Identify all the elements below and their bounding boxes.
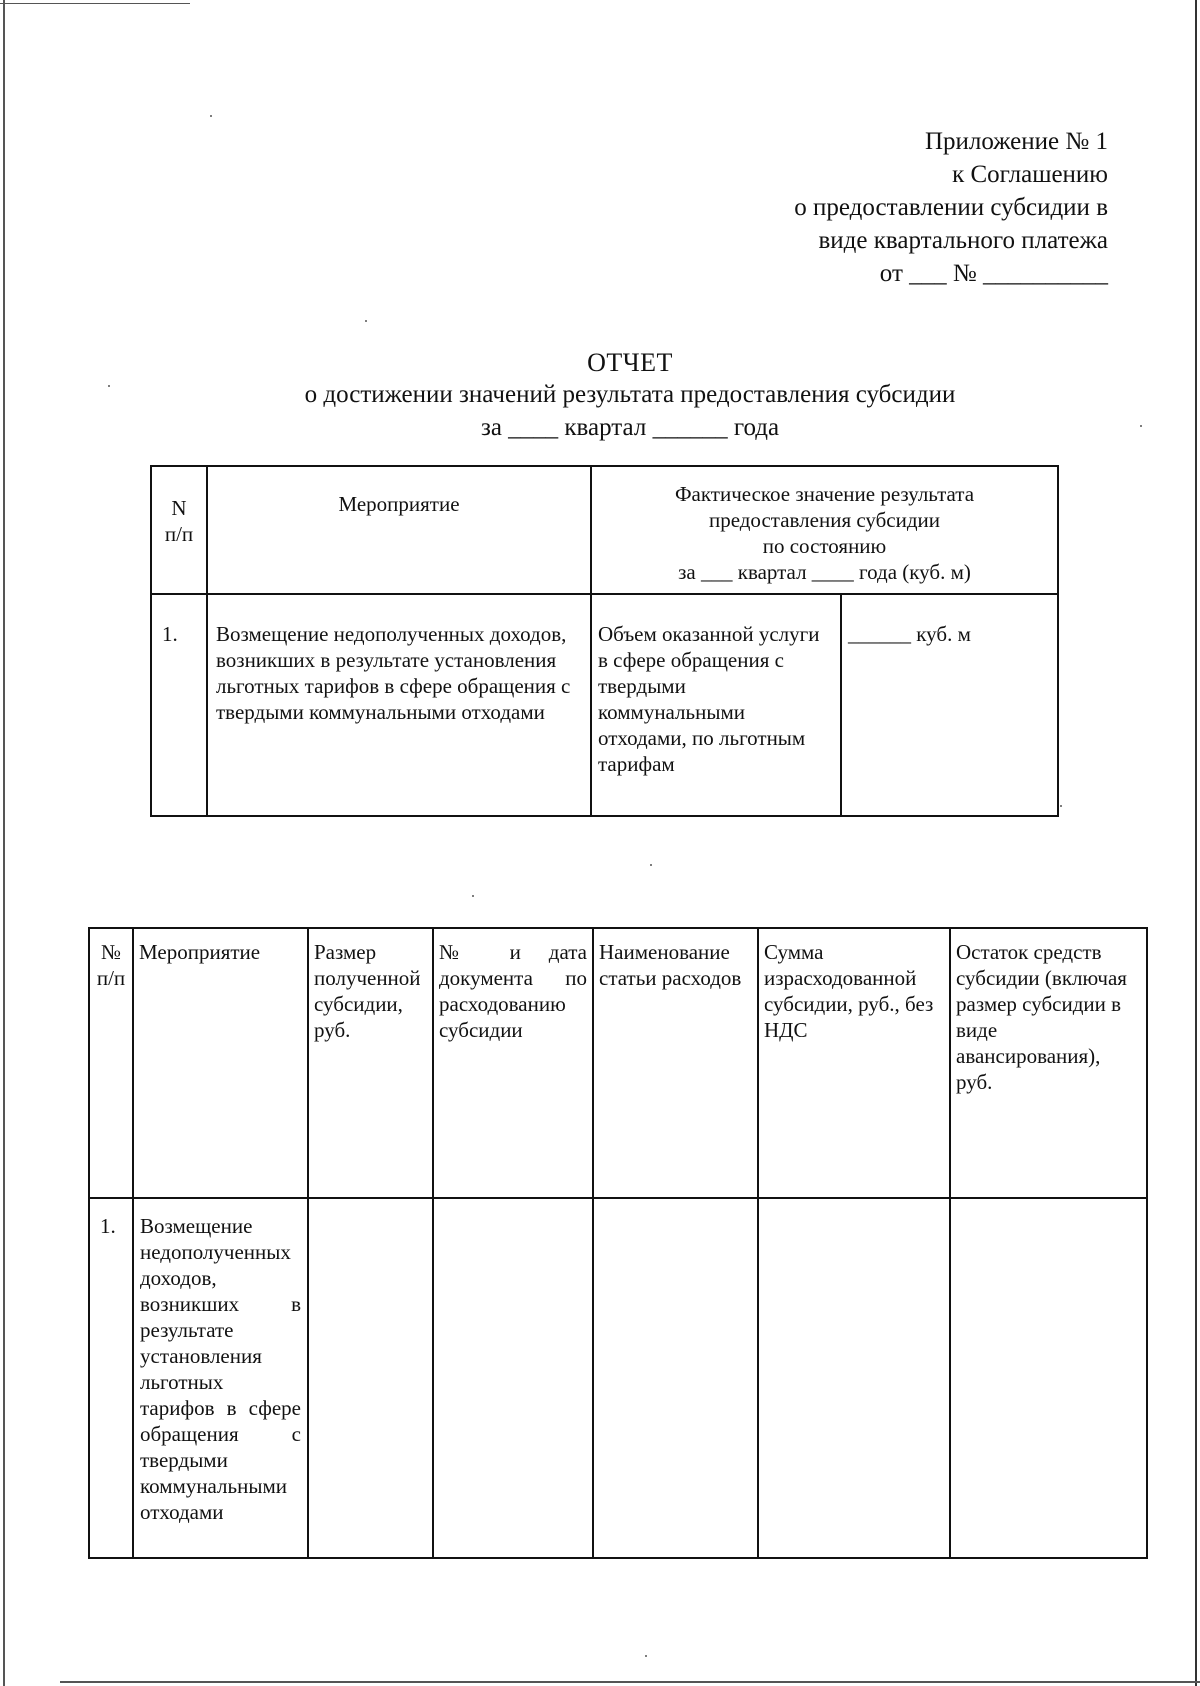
report-subtitle-block (0, 378, 1200, 444)
scan-speck (1060, 805, 1062, 807)
spending-header-num: № п/п (89, 928, 133, 1198)
spending-row-item (593, 1198, 758, 1558)
spending-header-sum: Сумма израсходованной субсидии, руб., без НДС (758, 928, 950, 1198)
scan-speck (108, 385, 110, 387)
spending-header-item: Наименование статьи расходов (593, 928, 758, 1198)
results-table-row (151, 594, 1058, 816)
scan-speck (210, 115, 212, 117)
report-subtitle: о достижении значений результата предоставления субсидии (304, 381, 956, 408)
report-title: ОТЧЕТ (587, 348, 673, 377)
appendix-line-1: Приложение № 1 (924, 128, 1108, 155)
scan-edge-bottom (60, 1681, 1200, 1683)
spending-row-event: Возмещение недополученных доходов, возникших в результате установления льготных тарифов в сфере обращения с твердыми коммунальными отходами (133, 1198, 308, 1558)
spending-row-doc (433, 1198, 593, 1558)
results-table (150, 465, 1059, 817)
scan-edge-right (1195, 0, 1197, 1686)
appendix-line-5: от ___ № __________ (879, 260, 1108, 287)
scan-edge-top (0, 3, 190, 4)
scan-speck (472, 895, 474, 897)
spending-table-row (89, 1198, 1147, 1558)
appendix-line-3: о предоставлении субсидии в (794, 194, 1108, 221)
results-table-header (151, 466, 1058, 594)
results-row-unit: ______ куб. м (841, 594, 1058, 816)
spending-header-size: Размер полученной субсидии, руб. (308, 928, 433, 1198)
scan-speck (650, 864, 652, 866)
appendix-line-2: к Соглашению (952, 161, 1108, 188)
spending-row-num: 1. (89, 1198, 133, 1558)
results-row-event: Возмещение недополученных доходов, возникших в результате установления льготных тарифов в сфере обращения с твердыми коммунальными отходами (207, 594, 591, 816)
spending-header-doc: № и дата документа по расходованию субсидии (433, 928, 593, 1198)
scan-edge-left (3, 0, 5, 1686)
scan-speck (645, 1655, 647, 1657)
appendix-heading (794, 125, 1108, 290)
results-header-fact: Фактическое значение результата предоставления субсидии по состоянию за ___ квартал ____ года (куб. м) (591, 466, 1058, 594)
spending-table-header (89, 928, 1147, 1198)
spending-header-event: Мероприятие (133, 928, 308, 1198)
results-row-volume: Объем оказанной услуги в сфере обращения с твердыми коммунальными отходами, по льготным тарифам (591, 594, 841, 816)
spending-row-rest (950, 1198, 1147, 1558)
spending-header-rest: Остаток средств субсидии (включая размер субсидии в виде авансирования), руб. (950, 928, 1147, 1198)
spending-row-size (308, 1198, 433, 1558)
spending-table (88, 927, 1148, 1559)
results-header-num: N п/п (151, 466, 207, 594)
results-row-num: 1. (151, 594, 207, 816)
scan-speck (365, 320, 367, 322)
report-period: за ____ квартал ______ года (480, 414, 780, 441)
results-header-event: Мероприятие (207, 466, 591, 594)
appendix-line-4: виде квартального платежа (818, 227, 1108, 254)
spending-row-sum (758, 1198, 950, 1558)
scan-speck (1140, 425, 1142, 427)
